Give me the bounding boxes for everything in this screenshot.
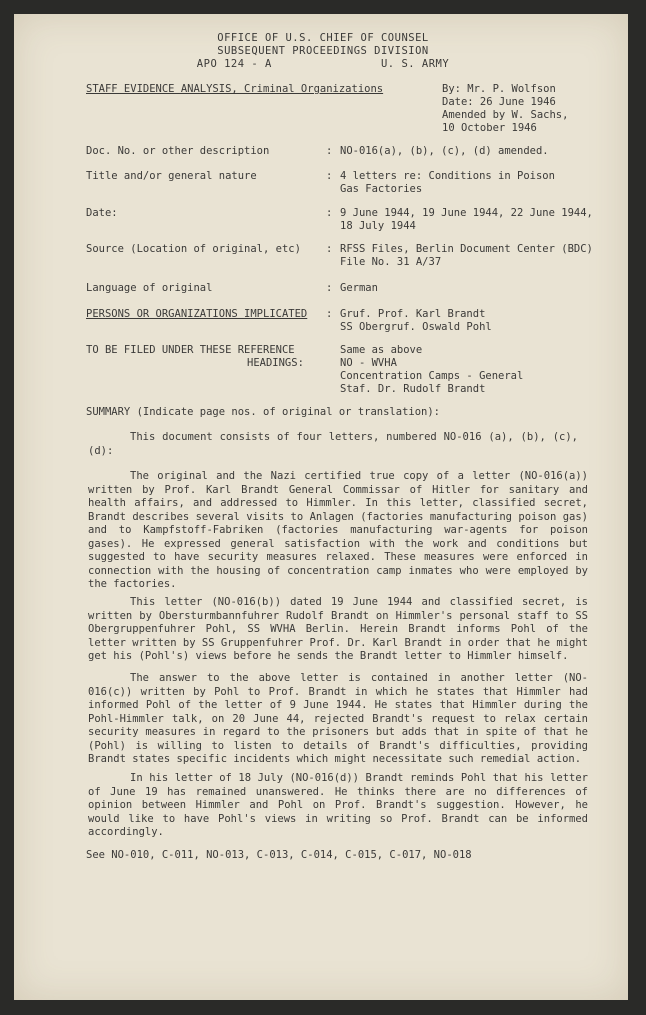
field-value-source-1: RFSS Files, Berlin Document Center (BDC) bbox=[340, 243, 593, 255]
field-label-persons: PERSONS OR ORGANIZATIONS IMPLICATED bbox=[86, 308, 308, 320]
field-label-doc-no: Doc. No. or other description bbox=[86, 145, 270, 157]
field-label-title: Title and/or general nature bbox=[86, 170, 257, 182]
file-under-label-2: HEADINGS: bbox=[247, 357, 304, 369]
summary-heading: SUMMARY (Indicate page nos. of original or translation): bbox=[86, 406, 441, 418]
header-office: OFFICE OF U.S. CHIEF OF COUNSEL bbox=[217, 32, 429, 44]
amended-by: Amended by W. Sachs, bbox=[442, 109, 569, 121]
field-value-source-2: File No. 31 A/37 bbox=[340, 256, 442, 268]
field-value-title-2: Gas Factories bbox=[340, 183, 423, 195]
field-colon: : bbox=[326, 308, 333, 320]
summary-paragraph-a: The original and the Nazi certified true copy of a letter (NO-016(a)) written by Prof. Karl Brandt General Commissar of Hitler for sanitary and health affairs, and addressed to Himmler. In this letter, classified secret, Brandt describes several visits to Anlagen (factories manufacturing poison gas) and to Kampfstoff-Fabriken (factories manufacturing war-agents for poison gases). He expressed general satisfaction with the work and conditions but suggested to have security measures relaxed. These measures were enforced in connection with the housing of concentration camp inmates who were employed by the factories. bbox=[88, 470, 588, 590]
field-colon: : bbox=[326, 170, 333, 182]
summary-paragraph-c: The answer to the above letter is contained in another letter (NO-016(c)) written by Pohl to Prof. Brandt in which he states that Himmler had informed Pohl of the letter of 9 June 1944. He states that Himmler during the Pohl-Himmler talk, on 20 June 44, rejected Brandt's request to relax certain security measures in regard to the prisoners but adds that in spite of that he (Pohl) is willing to listen to details of Brandt's difficulties, providing Brandt states specific incidents which might necessitate such remedial action. bbox=[88, 672, 588, 765]
field-colon: : bbox=[326, 282, 333, 294]
field-colon: : bbox=[326, 207, 333, 219]
field-label-language: Language of original bbox=[86, 282, 213, 294]
summary-paragraph-d: In his letter of 18 July (NO-016(d)) Brandt reminds Pohl that his letter of June 19 has remained unanswered. He thinks there are no differences of opinion between Himmler and Pohl on Prof. Brandt's suggestion. However, he would like to have Pohl's views in writing so Prof. Brandt can be informed accordingly. bbox=[88, 772, 588, 838]
amended-date: 10 October 1946 bbox=[442, 122, 537, 134]
analysis-date: Date: 26 June 1946 bbox=[442, 96, 556, 108]
file-under-value-4: Staf. Dr. Rudolf Brandt bbox=[340, 383, 486, 395]
field-colon: : bbox=[326, 243, 333, 255]
summary-paragraph-b: This letter (NO-016(b)) dated 19 June 1944 and classified secret, is written by Obersturmbannfuhrer Rudolf Brandt on Himmler's personal staff to SS Obergruppenfuhrer Pohl, SS WVHA Berlin. Herein Brandt informs Pohl of the letter written by SS Gruppenfuhrer Prof. Dr. Karl Brandt in order that he might get his (Pohl's) views before he sends the Brandt letter to Himmler himself. bbox=[88, 596, 588, 662]
field-label-source: Source (Location of original, etc) bbox=[86, 243, 301, 255]
field-value-persons-1: Gruf. Prof. Karl Brandt bbox=[340, 308, 486, 320]
field-value-date-1: 9 June 1944, 19 June 1944, 22 June 1944, bbox=[340, 207, 593, 219]
field-colon: : bbox=[326, 145, 333, 157]
field-value-title-1: 4 letters re: Conditions in Poison bbox=[340, 170, 555, 182]
file-under-value-1: Same as above bbox=[340, 344, 423, 356]
header-division: SUBSEQUENT PROCEEDINGS DIVISION bbox=[217, 45, 429, 57]
field-value-persons-2: SS Obergruf. Oswald Pohl bbox=[340, 321, 492, 333]
analyst: By: Mr. P. Wolfson bbox=[442, 83, 556, 95]
field-value-doc-no: NO-016(a), (b), (c), (d) amended. bbox=[340, 145, 549, 157]
file-under-label-1: TO BE FILED UNDER THESE REFERENCE bbox=[86, 344, 295, 356]
header-apo: APO 124 - A U. S. ARMY bbox=[196, 58, 450, 70]
document-title: STAFF EVIDENCE ANALYSIS, Criminal Organizations bbox=[86, 83, 384, 95]
file-under-value-3: Concentration Camps - General bbox=[340, 370, 524, 382]
field-value-language: German bbox=[340, 282, 378, 294]
field-value-date-2: 18 July 1944 bbox=[340, 220, 416, 232]
file-under-value-2: NO - WVHA bbox=[340, 357, 397, 369]
field-label-date: Date: bbox=[86, 207, 118, 219]
summary-intro: This document consists of four letters, numbered NO-016 (a), (b), (c), (d): bbox=[88, 431, 578, 457]
see-also-references: See NO-010, C-011, NO-013, C-013, C-014, C-015, C-017, NO-018 bbox=[86, 849, 472, 861]
